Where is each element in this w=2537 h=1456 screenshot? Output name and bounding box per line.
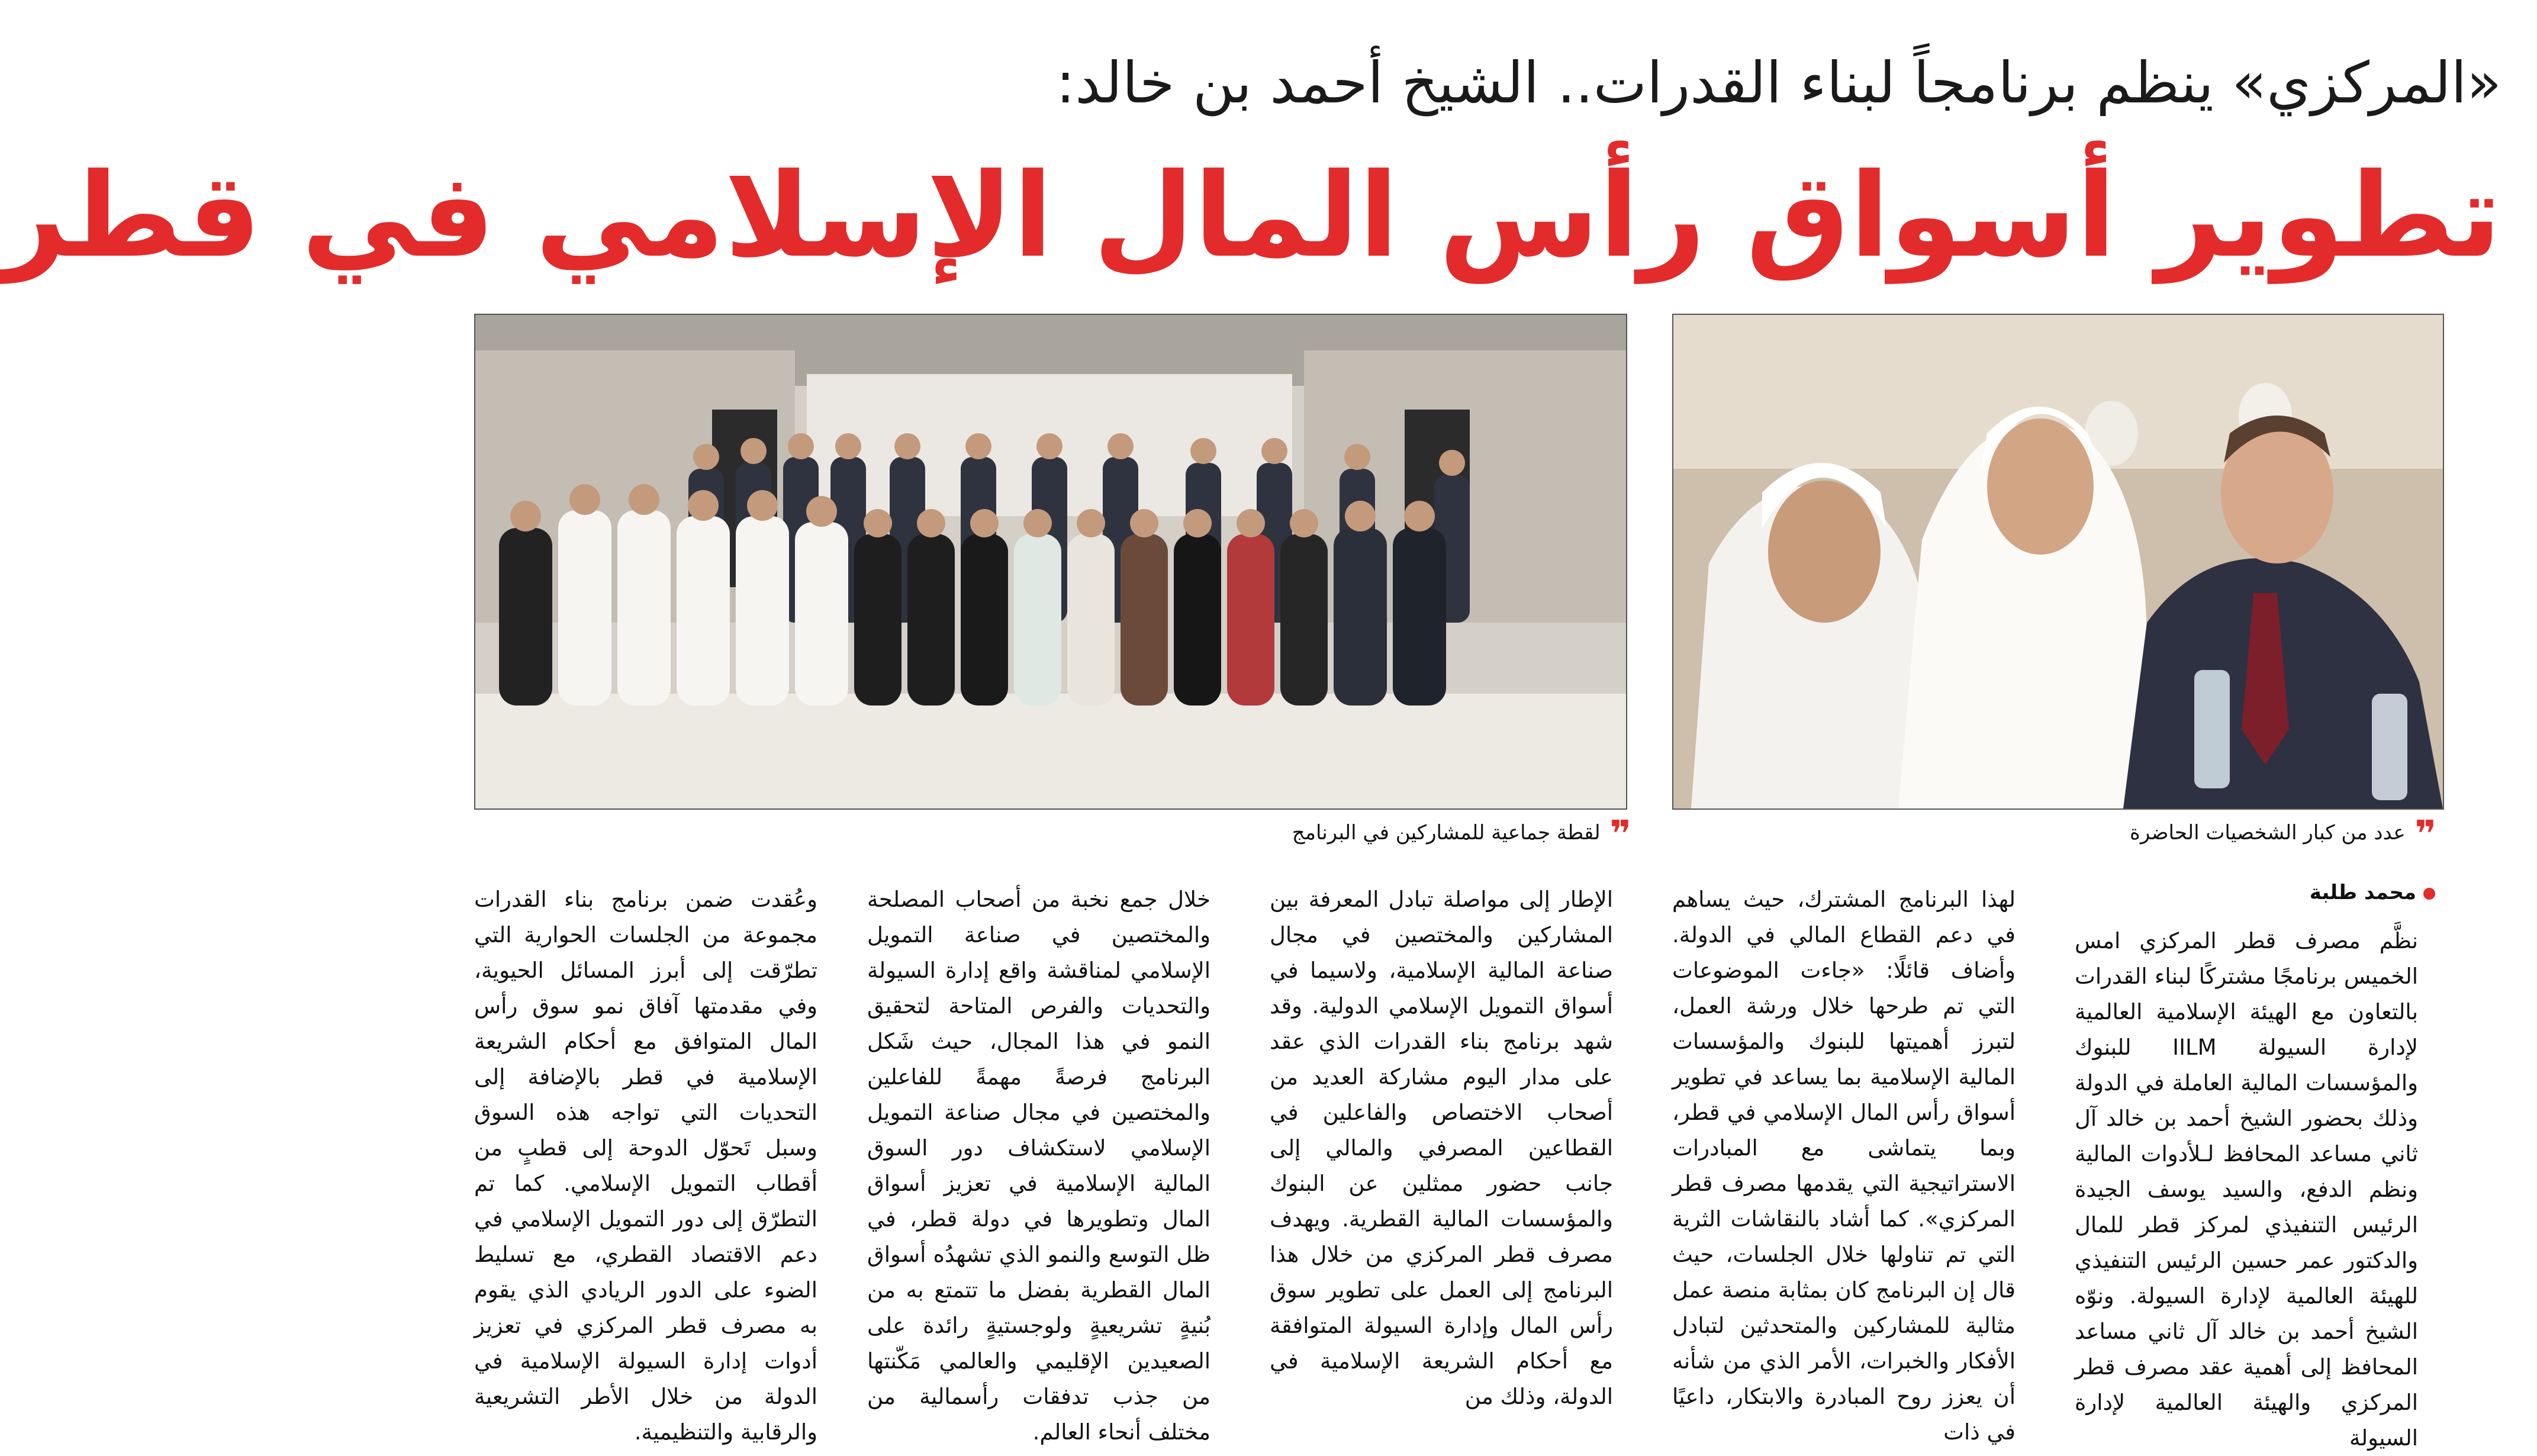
column-text: خلال جمع نخبة من أصحاب المصلحة والمختصين في صناعة التمويل الإسلامي لمناقشة واقع إدارة السيولة والتحديات والفرص المتاحة لتحقيق النمو في هذا المجال، حيث شَكل البرنامج فرصةً مهمةً للفاعلين والمختصين في مجال صناعة التمويل الإسلامي لاستكشاف دور السوق المالية الإسلامية في تعزيز أسواق المال وتطويرها في دولة قطر، في ظل التوسع والنمو الذي تشهدُه أسواق المال القطرية بفضل ما تتمتع به من بُنيةٍ تشريعيةٍ ولوجستيةٍ رائدة على الصعيدين الإقليمي والعالمي مَكّنتها من جذب تدفقات رأسمالية من مختلف أنحاء العالم. [867,887,1210,1445]
byline [2310,881,2435,904]
photo-dignitaries [1672,314,2444,810]
article-headline: تطوير أسواق رأس المال الإسلامي في قطر [0,149,2501,284]
column-text: وعُقدت ضمن برنامج بناء القدرات مجموعة من الجلسات الحوارية التي تطرّقت إلى أبرز المسائل الحيوية، وفي مقدمتها آفاق نمو سوق رأس المال المتوافق مع أحكام الشريعة الإسلامية في قطر بالإضافة إلى التحديات التي تواجه هذه السوق وسبل تَحوّل الدوحة إلى قطبٍ من أقطاب التمويل الإسلامي. كما تم التطرّق إلى دور التمويل الإسلامي في دعم الاقتصاد القطري، مع تسليط الضوء على الدور الريادي الذي يقوم به مصرف قطر المركزي في تعزيز أدوات إدارة السيولة الإسلامية في الدولة من خلال الأطر التشريعية والرقابية والتنظيمية. [474,887,817,1445]
article-column-3 [1270,882,1613,1426]
article-column-2 [1672,882,2016,1445]
quote-mark-icon: ❞ [1609,811,1631,855]
article-column-5 [474,882,817,1445]
photo-group-illustration [475,315,1626,808]
byline-dot-icon [2423,888,2435,900]
article-kicker: «المركزي» ينظم برنامجاً لبناء القدرات.. الشيخ أحمد بن خالد: [1055,50,2501,116]
photo-group [474,314,1627,810]
caption-dignitaries-text: عدد من كبار الشخصيات الحاضرة [2130,821,2406,845]
column-text: نظَّم مصرف قطر المركزي امس الخميس برنامجًا مشتركًا لبناء القدرات بالتعاون مع الهيئة الإسلامية العالمية لإدارة السيولة IILM للبنوك والمؤسسات المالية العاملة في الدولة وذلك بحضور الشيخ أحمد بن خالد آل ثاني مساعد المحافظ لـلأدوات المالية ونظم الدفع، والسيد يوسف الجيدة الرئيس التنفيذي لمركز قطر للمال والدكتور عمر حسين الرئيس التنفيذي للهيئة العالمية لإدارة السيولة. ونوّه الشيخ أحمد بن خالد آل ثاني مساعد المحافظ إلى أهمية عقد مصرف قطر المركزي والهيئة العالمية لإدارة السيولة [2075,928,2418,1451]
column-text: الإطار إلى مواصلة تبادل المعرفة بين المشاركين والمختصين في مجال صناعة المالية الإسلامية، ولاسيما في أسواق التمويل الإسلامي الدولية. وقد شهد برنامج بناء القدرات الذي عقد على مدار اليوم مشاركة العديد من أصحاب الاختصاص والفاعلين في القطاعين المصرفي والمالي إلى جانب حضور ممثلين عن البنوك والمؤسسات المالية القطرية. ويهدف مصرف قطر المركزي من خلال هذا البرنامج إلى العمل على تطوير سوق رأس المال وإدارة السيولة المتوافقة مع أحكام الشريعة الإسلامية في الدولة، وذلك من [1270,887,1613,1409]
caption-group [1292,811,1631,855]
byline-author: محمد طلبة [2309,881,2416,904]
column-text: لهذا البرنامج المشترك، حيث يساهم في دعم القطاع المالي في الدولة. وأضاف قائلًا: «جاءت الموضوعات التي تم طرحها خلال ورشة العمل، لتبرز أهميتها للبنوك والمؤسسات المالية الإسلامية بما يساعد في تطوير أسواق رأس المال الإسلامي في قطر، وبما يتماشى مع المبادرات الاستراتيجية التي يقدمها مصرف قطر المركزي». كما أشاد بالنقاشات الثرية التي تم تناولها خلال الجلسات، حيث قال إن البرنامج كان بمثابة منصة عمل مثالية للمشاركين والمتحدثين لتبادل الأفكار والخبرات، الأمر الذي من شأنه أن يعزز روح المبادرة والابتكار، داعيًا في ذات [1672,887,2016,1445]
quote-mark-icon: ❞ [2414,811,2436,855]
article-column-4 [867,882,1210,1445]
caption-group-text: لقطة جماعية للمشاركين في البرنامج [1292,821,1601,845]
caption-dignitaries [2130,811,2436,855]
article-column-1 [2075,923,2418,1451]
photo-dignitaries-illustration [1673,315,2443,808]
